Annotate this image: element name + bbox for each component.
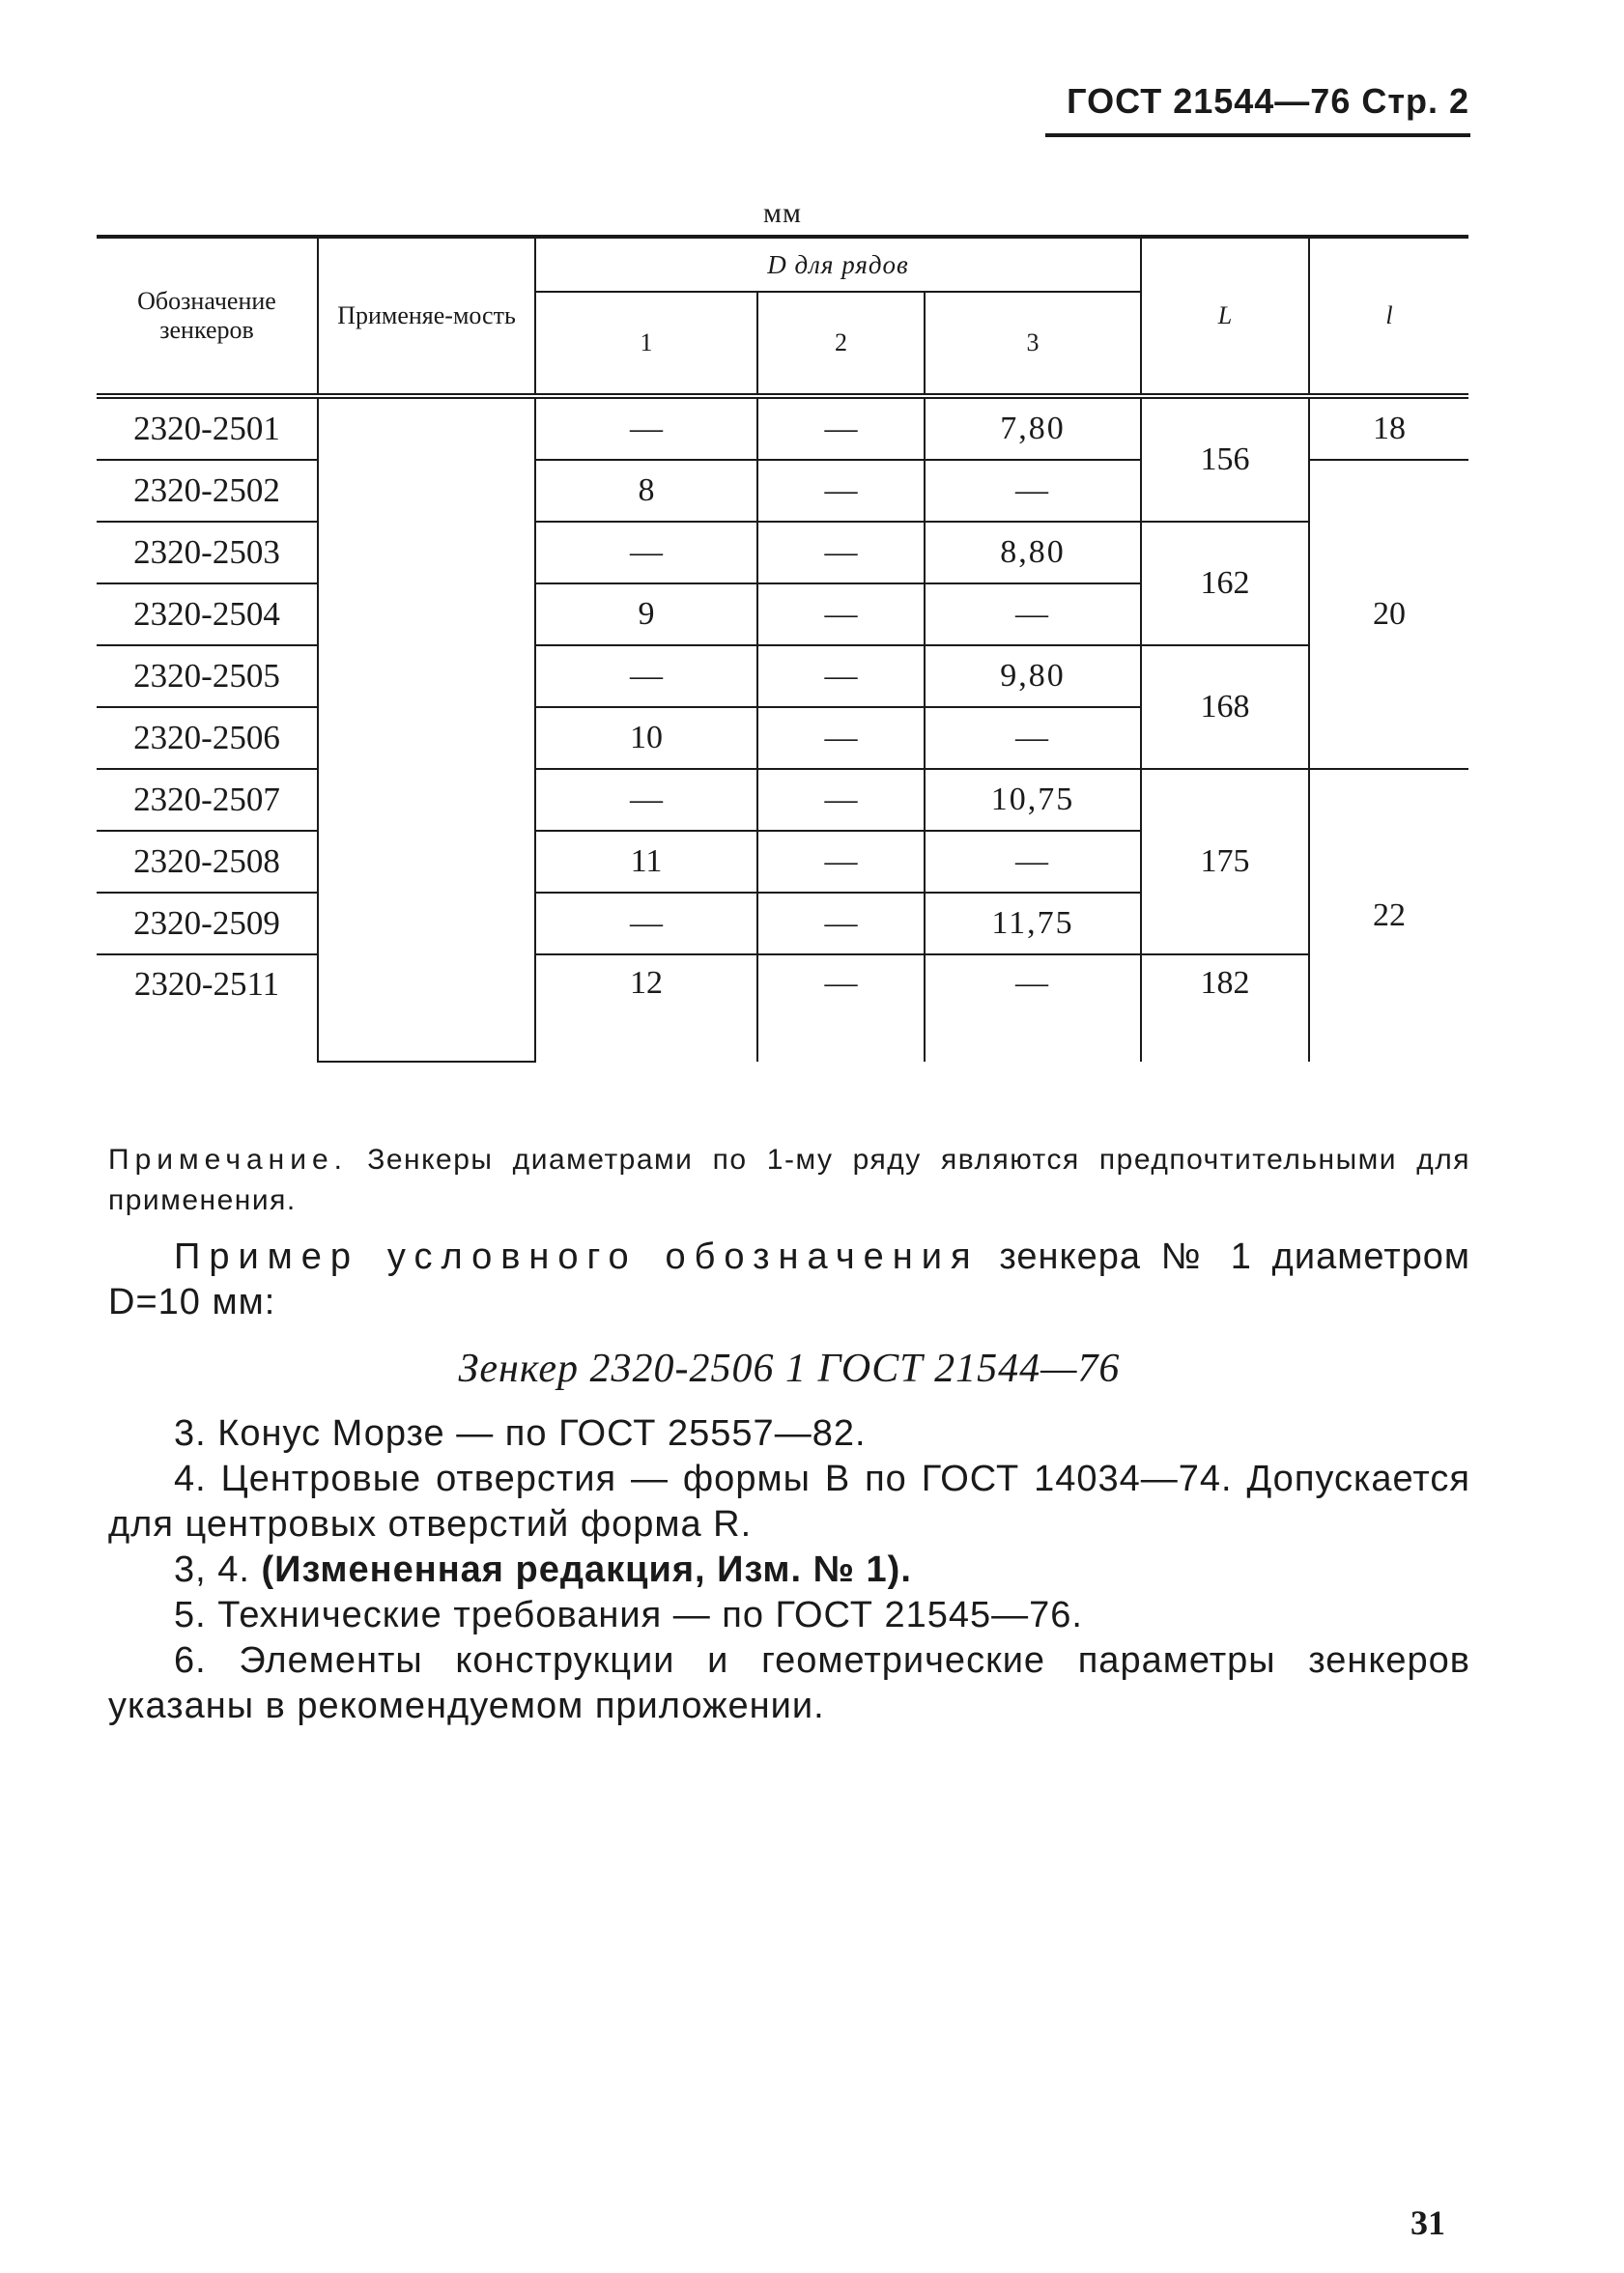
d1-cell: 9 xyxy=(535,583,757,645)
header-l: l xyxy=(1309,237,1468,396)
d2-cell: — xyxy=(757,583,925,645)
d2-cell: — xyxy=(757,396,925,460)
header-designation: Обозначение зенкеров xyxy=(97,237,318,396)
d3-cell: — xyxy=(925,707,1141,769)
paragraph-3-4-amendment xyxy=(108,1548,1470,1593)
d3-cell: — xyxy=(925,460,1141,522)
paragraph-6: 6. Элементы конструкции и геометрические параметры зенкеров указаны в рекомендуемом приложении. xyxy=(108,1640,1470,1726)
table-row xyxy=(97,396,1468,460)
d3-cell: 7,80 xyxy=(925,396,1141,460)
page-header: ГОСТ 21544—76 Стр. 2 xyxy=(1067,81,1469,121)
d1-cell: 8 xyxy=(535,460,757,522)
header-row-3: 3 xyxy=(925,292,1141,396)
d3-cell: 9,80 xyxy=(925,645,1141,707)
amendment-prefix: 3, 4. xyxy=(174,1549,262,1590)
table-note xyxy=(108,1140,1470,1221)
header-L: L xyxy=(1141,237,1309,396)
table-row xyxy=(97,645,1468,707)
example-intro-rest: зенкера № 1 диаметром D=10 мм: xyxy=(108,1236,1470,1322)
code-cell: 2320-2503 xyxy=(97,522,318,583)
L-cell: 175 xyxy=(1141,769,1309,954)
header-row-2: 2 xyxy=(757,292,925,396)
body-text xyxy=(108,1235,1470,1729)
example-intro xyxy=(108,1235,1470,1325)
example-intro-spaced: Пример условного обозначения xyxy=(174,1236,980,1277)
code-cell: 2320-2509 xyxy=(97,893,318,954)
applicability-cell xyxy=(318,396,535,1062)
l-cell: 22 xyxy=(1309,769,1468,1062)
table-row xyxy=(97,522,1468,583)
d1-cell: — xyxy=(535,893,757,954)
paragraph-5: 5. Технические требования — по ГОСТ 21545—76. xyxy=(174,1595,1083,1635)
table-row xyxy=(97,769,1468,831)
header-row-1: 1 xyxy=(535,292,757,396)
d1-cell: — xyxy=(535,769,757,831)
header-rule xyxy=(1045,133,1470,137)
d3-cell: 10,75 xyxy=(925,769,1141,831)
d3-cell: — xyxy=(925,583,1141,645)
paragraph-3: 3. Конус Морзе — по ГОСТ 25557—82. xyxy=(174,1413,867,1454)
code-cell: 2320-2502 xyxy=(97,460,318,522)
d3-cell: 8,80 xyxy=(925,522,1141,583)
page-number: 31 xyxy=(1410,2203,1445,2242)
L-cell: 168 xyxy=(1141,645,1309,769)
L-cell: 162 xyxy=(1141,522,1309,645)
d1-cell: — xyxy=(535,522,757,583)
amendment-note: (Измененная редакция, Изм. № 1). xyxy=(261,1549,912,1590)
code-cell: 2320-2504 xyxy=(97,583,318,645)
d1-cell: 12 xyxy=(535,954,757,1062)
d3-cell: 11,75 xyxy=(925,893,1141,954)
table-row xyxy=(97,954,1468,1062)
example-designation: Зенкер 2320-2506 1 ГОСТ 21544—76 xyxy=(458,1347,1121,1391)
d1-cell: — xyxy=(535,645,757,707)
header-applicability: Применяе-мость xyxy=(318,237,535,396)
L-cell: 156 xyxy=(1141,396,1309,522)
code-cell: 2320-2507 xyxy=(97,769,318,831)
d2-cell: — xyxy=(757,522,925,583)
code-cell: 2320-2511 xyxy=(97,954,318,1062)
d2-cell: — xyxy=(757,769,925,831)
code-cell: 2320-2505 xyxy=(97,645,318,707)
d2-cell: — xyxy=(757,645,925,707)
paragraph-4: 4. Центровые отверстия — формы В по ГОСТ 14034—74. Допускается для центровых отверстий форма R. xyxy=(108,1459,1470,1545)
d3-cell: — xyxy=(925,831,1141,893)
d2-cell: — xyxy=(757,831,925,893)
countersink-dimensions-table xyxy=(97,235,1468,1063)
d1-cell: 10 xyxy=(535,707,757,769)
l-cell: 18 xyxy=(1309,396,1468,460)
d2-cell: — xyxy=(757,460,925,522)
d2-cell: — xyxy=(757,954,925,1062)
code-cell: 2320-2506 xyxy=(97,707,318,769)
header-d-group: D для рядов xyxy=(535,237,1141,292)
d2-cell: — xyxy=(757,893,925,954)
d2-cell: — xyxy=(757,707,925,769)
l-cell: 20 xyxy=(1309,460,1468,769)
code-cell: 2320-2501 xyxy=(97,396,318,460)
d1-cell: 11 xyxy=(535,831,757,893)
code-cell: 2320-2508 xyxy=(97,831,318,893)
d3-cell: — xyxy=(925,954,1141,1062)
L-cell: 182 xyxy=(1141,954,1309,1062)
note-label: Примечание. xyxy=(108,1144,348,1176)
note-text: Зенкеры диаметрами по 1-му ряду являются предпочтительными для применения. xyxy=(108,1144,1470,1216)
d1-cell: — xyxy=(535,396,757,460)
table-units: мм xyxy=(763,197,802,229)
